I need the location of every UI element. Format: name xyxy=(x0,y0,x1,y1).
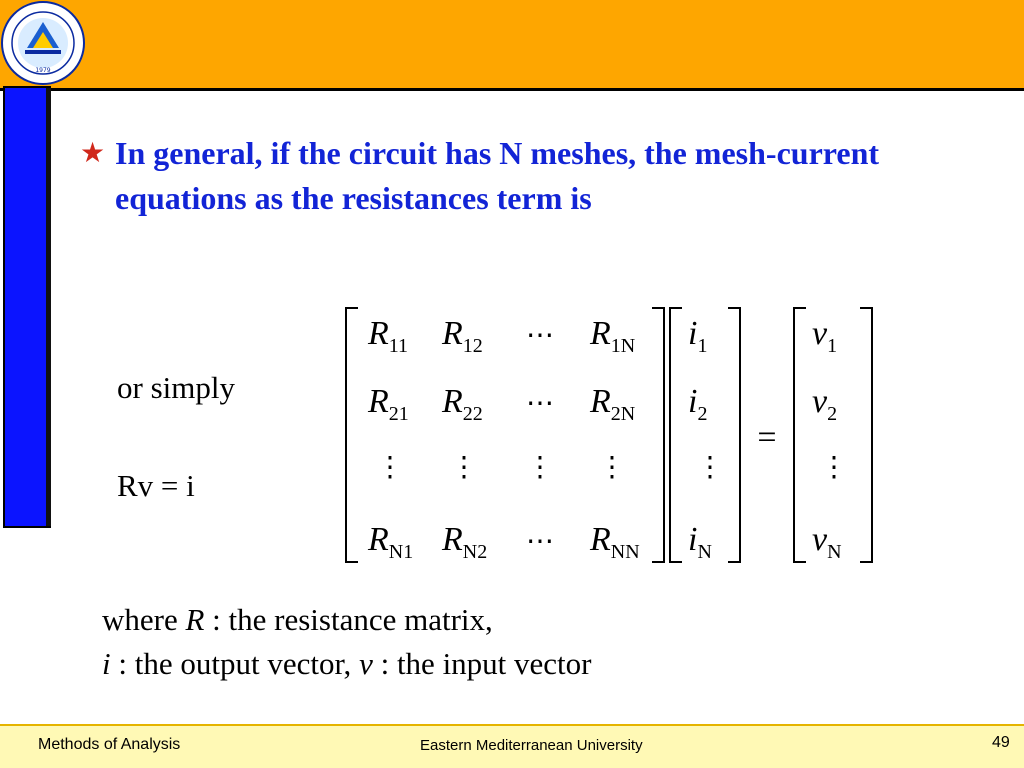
r-matrix-cell-4-3: ⋯ xyxy=(526,526,554,557)
i-vector-cell-3: ⋮ xyxy=(696,452,724,483)
footer-page-number: 49 xyxy=(992,734,1010,751)
where-line-1 xyxy=(102,598,592,642)
left-accent-shadow xyxy=(46,88,51,526)
where-line-2 xyxy=(102,642,592,686)
where-r-desc: : the resistance matrix, xyxy=(204,602,493,637)
i-vector-cell-4: $i_N$ xyxy=(688,521,712,563)
r-matrix-cell-4-2: $R_{N2}$ xyxy=(442,521,488,563)
footer-university: Eastern Mediterranean University xyxy=(420,737,643,754)
where-i-desc: : the output vector, xyxy=(110,646,360,681)
v-vector-left-bracket xyxy=(794,308,806,562)
header-bar xyxy=(0,0,1024,88)
where-definitions xyxy=(102,598,592,686)
or-simply-label: or simply xyxy=(117,370,235,405)
mesh-matrix-equation xyxy=(330,300,890,570)
r-matrix-right-bracket xyxy=(652,308,664,562)
i-vector-cell-2: $i_2$ xyxy=(688,383,708,425)
r-matrix-cell-2-2: $R_{22}$ xyxy=(442,383,483,425)
r-matrix-cell-1-3: ⋯ xyxy=(526,320,554,351)
where-v-desc: : the input vector xyxy=(372,646,592,681)
where-prefix: where xyxy=(102,602,186,637)
r-matrix-cell-3-1: ⋮ xyxy=(376,452,404,483)
v-vector-cell-4: $v_N$ xyxy=(812,521,842,563)
university-logo-icon xyxy=(0,0,86,86)
i-vector-left-bracket xyxy=(670,308,682,562)
r-matrix-left-bracket xyxy=(346,308,358,562)
r-matrix-cell-1-2: $R_{12}$ xyxy=(442,315,483,357)
v-vector-cell-3: ⋮ xyxy=(820,452,848,483)
r-matrix-cell-1-4: $R_{1N}$ xyxy=(590,315,636,357)
where-var-i: i xyxy=(102,646,111,681)
r-matrix-cell-4-4: $R_{NN}$ xyxy=(590,521,640,563)
r-matrix-cell-4-1: $R_{N1}$ xyxy=(368,521,414,563)
r-matrix-cell-2-3: ⋯ xyxy=(526,388,554,419)
r-matrix-cell-1-1: $R_{11}$ xyxy=(368,315,409,357)
bullet-star-icon: ★ xyxy=(80,136,106,169)
footer-course-title: Methods of Analysis xyxy=(38,736,181,753)
i-vector-cell-1: $i_1$ xyxy=(688,315,708,357)
equation-label: Rv = i xyxy=(117,468,195,503)
where-var-v: v xyxy=(359,646,373,681)
r-matrix-cell-2-4: $R_{2N}$ xyxy=(590,383,636,425)
r-matrix-cell-3-3: ⋮ xyxy=(526,452,554,483)
r-matrix-cell-3-2: ⋮ xyxy=(450,452,478,483)
i-vector-right-bracket xyxy=(728,308,740,562)
v-vector-cell-2: $v_2$ xyxy=(812,383,838,425)
r-matrix-cell-3-4: ⋮ xyxy=(598,452,626,483)
r-matrix-cell-2-1: $R_{21}$ xyxy=(368,383,409,425)
v-vector-cell-1: $v_1$ xyxy=(812,315,838,357)
v-vector-right-bracket xyxy=(860,308,872,562)
bullet-text: In general, if the circuit has N meshes, the mesh-current equations as the resistances term is xyxy=(115,135,880,216)
header-divider xyxy=(0,88,1024,91)
left-accent-bar xyxy=(3,86,51,528)
equals-sign: = xyxy=(757,419,777,456)
logo-year: 1979 xyxy=(35,67,51,74)
where-var-r: R xyxy=(185,602,205,637)
